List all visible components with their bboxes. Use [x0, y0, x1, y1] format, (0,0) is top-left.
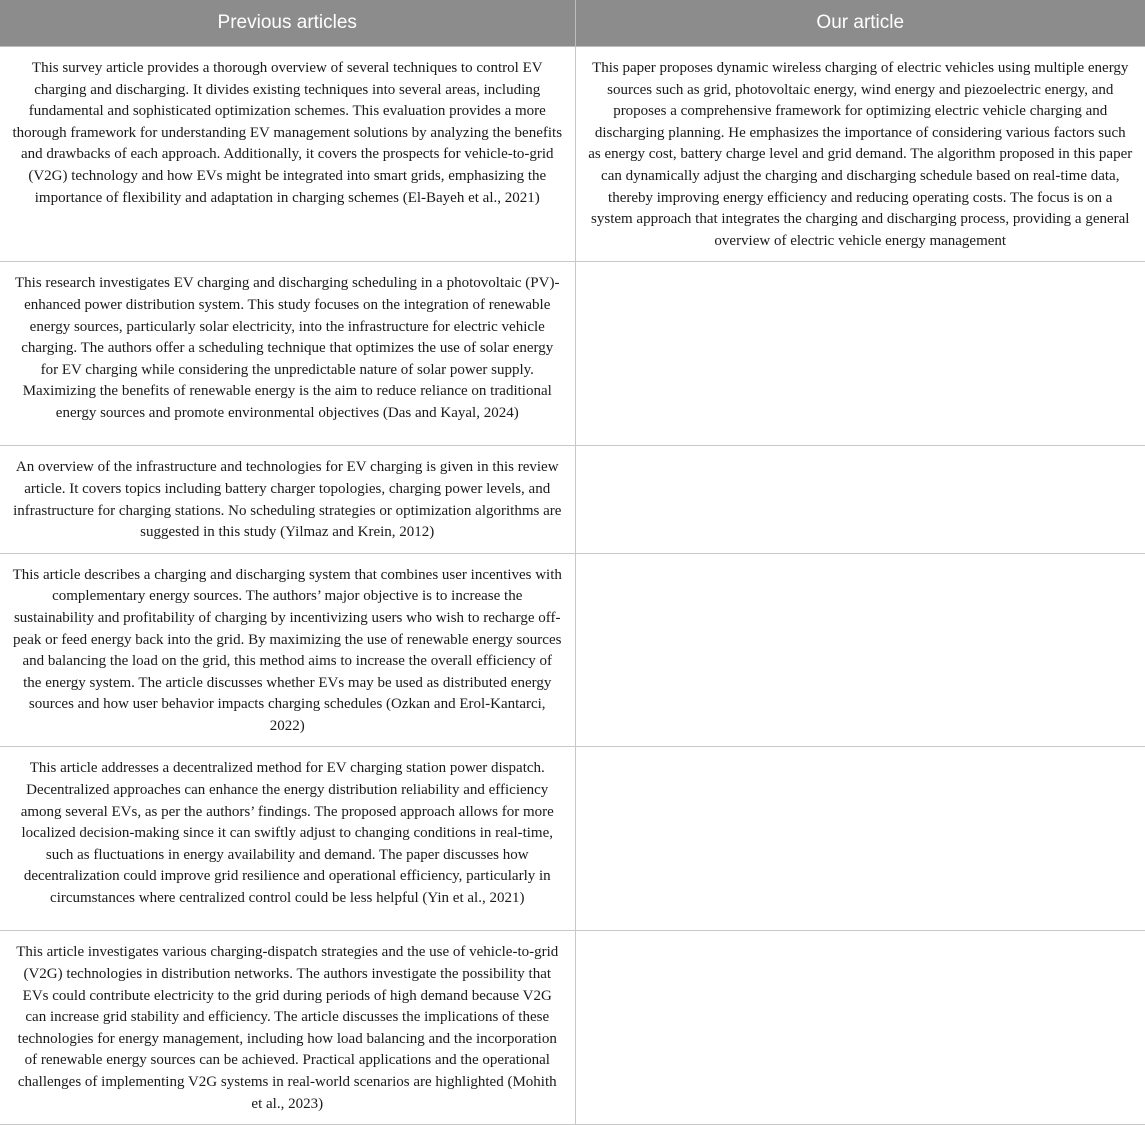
table-row — [0, 931, 1145, 1125]
table-row — [0, 47, 1145, 262]
header-previous-articles: Previous articles — [0, 0, 575, 47]
previous-article-cell: This survey article provides a thorough overview of several techniques to control EV charging and discharging. It divides existing techniques into several areas, including fundamental and sophisticated optimization schemes. This evaluation provides a more thorough framework for understanding EV management solutions by analyzing the benefits and drawbacks of each approach. Additionally, it covers the prospects for vehicle-to-grid (V2G) technology and how EVs might be integrated into smart grids, emphasizing the importance of flexibility and adaptation in charging schemes (El-Bayeh et al., 2021) — [0, 47, 575, 262]
table-row — [0, 747, 1145, 931]
our-article-cell: This paper proposes dynamic wireless charging of electric vehicles using multiple energy sources such as grid, photovoltaic energy, wind energy and piezoelectric energy, and proposes a comprehensive framework for optimizing electric vehicle charging and discharging planning. He emphasizes the importance of considering various factors such as energy cost, battery charge level and grid demand. The algorithm proposed in this paper can dynamically adjust the charging and discharging schedule based on real-time data, thereby improving energy efficiency and reducing operating costs. The focus is on a system approach that integrates the charging and discharging process, providing a general overview of electric vehicle energy management — [575, 47, 1145, 262]
previous-article-cell: This research investigates EV charging and discharging scheduling in a photovoltaic (PV)-enhanced power distribution system. This study focuses on the integration of renewable energy sources, particularly solar electricity, into the infrastructure for electric vehicle charging. The authors offer a scheduling technique that optimizes the use of solar energy for EV charging while considering the unpredictable nature of solar power supply. Maximizing the benefits of renewable energy is the aim to reduce reliance on traditional energy sources and promote environmental objectives (Das and Kayal, 2024) — [0, 262, 575, 446]
previous-article-cell: This article addresses a decentralized method for EV charging station power dispatch. Decentralized approaches can enhance the energy distribution reliability and efficiency among several EVs, as per the authors’ findings. The proposed approach allows for more localized decision-making since it can swiftly adjust to changing conditions in real-time, such as fluctuations in energy availability and demand. The paper discusses how decentralization could improve grid resilience and operational efficiency, particularly in circumstances where centralized control could be less helpful (Yin et al., 2021) — [0, 747, 575, 931]
our-article-cell — [575, 446, 1145, 553]
our-article-cell — [575, 262, 1145, 446]
header-row — [0, 0, 1145, 47]
previous-article-cell: An overview of the infrastructure and technologies for EV charging is given in this review article. It covers topics including battery charger topologies, charging power levels, and infrastructure for charging stations. No scheduling strategies or optimization algorithms are suggested in this study (Yilmaz and Krein, 2012) — [0, 446, 575, 553]
previous-article-cell: This article investigates various charging-dispatch strategies and the use of vehicle-to-grid (V2G) technologies in distribution networks. The authors investigate the possibility that EVs could contribute electricity to the grid during periods of high demand because V2G can increase grid stability and efficiency. The article discusses the implications of these technologies for energy management, including how load balancing and the incorporation of renewable energy sources can be achieved. Practical applications and the operational challenges of implementing V2G systems in real-world scenarios are highlighted (Mohith et al., 2023) — [0, 931, 575, 1125]
previous-article-cell: This article describes a charging and discharging system that combines user incentives with complementary energy sources. The authors’ major objective is to increase the sustainability and profitability of charging by incentivizing users who wish to recharge off-peak or feed energy back into the grid. By maximizing the use of renewable energy sources and balancing the load on the grid, this method aims to increase the overall efficiency of the energy system. The article discusses whether EVs may be used as distributed energy sources and how user behavior impacts charging schedules (Ozkan and Erol-Kantarci, 2022) — [0, 553, 575, 747]
our-article-cell — [575, 931, 1145, 1125]
table-row — [0, 553, 1145, 747]
header-our-article: Our article — [575, 0, 1145, 47]
table-row — [0, 262, 1145, 446]
table-row — [0, 446, 1145, 553]
our-article-cell — [575, 747, 1145, 931]
our-article-cell — [575, 553, 1145, 747]
